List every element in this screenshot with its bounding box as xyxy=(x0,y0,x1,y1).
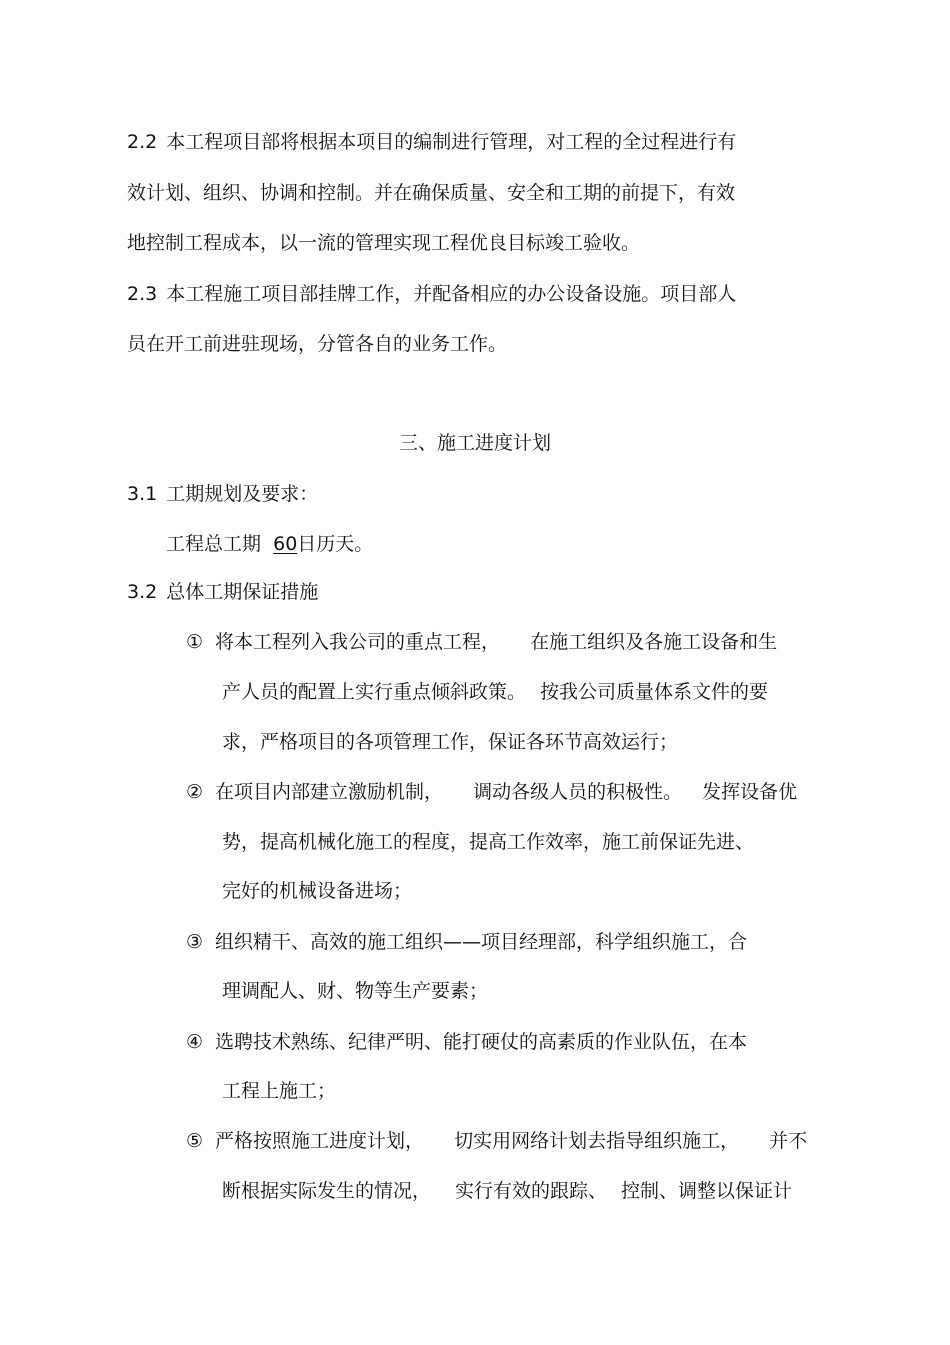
s23-text-1: 本工程施工项目部挂牌工作，并配备相应的办公设备设施。项目部人 xyxy=(166,283,737,305)
s22-number: 2.2 xyxy=(127,131,158,153)
item-4-line-1 xyxy=(186,1030,747,1054)
item-5-text-1a: 严格按照施工进度计划， xyxy=(215,1130,425,1152)
s23-number: 2.3 xyxy=(127,283,158,305)
s22-text-1: 本工程项目部将根据本项目的编制进行管理，对工程的全过程进行有 xyxy=(166,131,737,153)
item-5-text-2a: 断根据实际发生的情况， xyxy=(222,1180,432,1202)
item-5-text-1b: 切实用网络计划去指导组织施工， xyxy=(454,1130,740,1152)
s22-line-1 xyxy=(127,130,736,154)
item-2-text-1a: 在项目内部建立激励机制， xyxy=(215,781,444,803)
item-1-text-2a: 产人员的配置上实行重点倾斜政策。 xyxy=(222,681,527,703)
item-5-line-2 xyxy=(222,1179,792,1203)
item-3-text-1: 组织精干、高效的施工组织——项目经理部，科学组织施工，合 xyxy=(215,931,748,953)
s32-heading xyxy=(127,580,318,604)
item-5-line-1 xyxy=(186,1129,807,1153)
item-1-line-3: 求，严格项目的各项管理工作，保证各环节高效运行； xyxy=(222,731,679,753)
s23-line-1 xyxy=(127,282,736,306)
item-1-line-1 xyxy=(186,630,777,654)
item-2-line-3: 完好的机械设备进场； xyxy=(222,880,413,902)
item-4-line-2: 工程上施工； xyxy=(222,1080,337,1102)
item-1-text-1a: 将本工程列入我公司的重点工程， xyxy=(215,631,501,653)
s31-number: 3.1 xyxy=(127,483,158,505)
item-5-text-1c: 并不 xyxy=(769,1130,808,1152)
item-5-text-2c: 控制、调整以保证计 xyxy=(621,1180,793,1202)
s32-number: 3.2 xyxy=(127,581,158,603)
item-1-line-2 xyxy=(222,680,768,704)
item-5-marker: ⑤ xyxy=(186,1130,204,1152)
duration-prefix: 工程总工期 xyxy=(166,533,262,555)
item-1-text-2b: 按我公司质量体系文件的要 xyxy=(540,681,769,703)
item-5-text-2b: 实行有效的跟踪、 xyxy=(455,1180,608,1202)
item-4-marker: ④ xyxy=(186,1031,204,1053)
item-3-line-1 xyxy=(186,930,747,954)
item-2-line-2: 势，提高机械化施工的程度，提高工作效率，施工前保证先进、 xyxy=(222,831,755,853)
item-2-text-1b: 调动各级人员的积极性。 xyxy=(473,781,683,803)
section-3-title: 三、施工进度计划 xyxy=(398,432,551,454)
duration-value: 60 xyxy=(273,533,298,555)
item-2-marker: ② xyxy=(186,781,204,803)
s31-heading xyxy=(127,482,318,506)
s31-duration xyxy=(166,532,373,556)
item-2-line-1 xyxy=(186,780,797,804)
s23-line-2: 员在开工前进驻现场，分管各自的业务工作。 xyxy=(127,333,508,355)
s22-line-3: 地控制工程成本，以一流的管理实现工程优良目标竣工验收。 xyxy=(127,232,641,254)
item-2-text-1c: 发挥设备优 xyxy=(702,781,798,803)
item-3-line-2: 理调配人、财、物等生产要素； xyxy=(222,980,489,1002)
s32-title: 总体工期保证措施 xyxy=(166,581,319,603)
item-1-text-1b: 在施工组织及各施工设备和生 xyxy=(530,631,778,653)
item-3-marker: ③ xyxy=(186,931,204,953)
item-4-text-1: 选聘技术熟练、纪律严明、能打硬仗的高素质的作业队伍，在本 xyxy=(215,1031,748,1053)
item-1-marker: ① xyxy=(186,631,204,653)
s22-line-2: 效计划、组织、协调和控制。并在确保质量、安全和工期的前提下，有效 xyxy=(127,182,736,204)
s31-title: 工期规划及要求： xyxy=(166,483,319,505)
duration-suffix: 日历天。 xyxy=(297,533,374,555)
